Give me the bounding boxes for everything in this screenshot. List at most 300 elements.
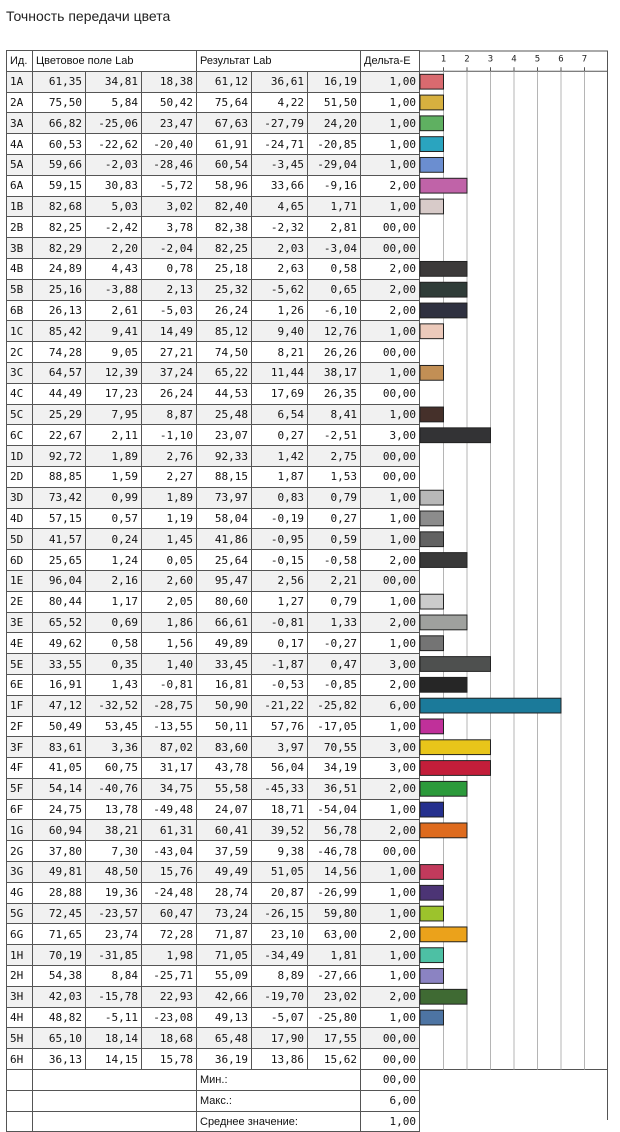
result-lab-value: 23,10 [252,924,308,945]
field-lab-value: -1,10 [142,425,197,446]
field-lab-value: -24,48 [142,882,197,903]
result-lab-value: -19,70 [252,986,308,1007]
field-lab-value: 37,80 [33,841,86,862]
avg-label: Среднее значение: [197,1111,361,1132]
row-id: 4E [7,633,33,654]
result-lab-value: 85,12 [197,321,252,342]
delta-e-value: 1,00 [361,134,420,155]
result-lab-value: 2,63 [252,258,308,279]
table-row [7,342,420,363]
result-lab-value: 36,61 [252,71,308,92]
delta-e-value: 00,00 [361,841,420,862]
result-lab-value: -26,15 [252,903,308,924]
field-lab-value: 0,24 [86,529,142,550]
field-lab-value: 1,19 [142,508,197,529]
bar-6B [420,303,467,318]
result-lab-value: 2,75 [308,446,361,467]
result-lab-value: 36,19 [197,1049,252,1070]
row-id: 3C [7,362,33,383]
result-lab-value: 1,26 [252,300,308,321]
field-lab-value: -3,88 [86,279,142,300]
table-row [7,966,420,987]
footer-row-min [7,1070,420,1091]
delta-e-value: 1,00 [361,154,420,175]
delta-e-value: 1,00 [361,487,420,508]
delta-e-value: 00,00 [361,342,420,363]
table-row [7,882,420,903]
field-lab-value: 34,81 [86,71,142,92]
field-lab-value: 65,10 [33,1028,86,1049]
result-lab-value: 71,87 [197,924,252,945]
field-lab-value: 0,99 [86,487,142,508]
result-lab-value: 17,90 [252,1028,308,1049]
delta-e-value: 2,00 [361,820,420,841]
row-id: 2D [7,466,33,487]
table-row [7,737,420,758]
field-lab-value: 26,13 [33,300,86,321]
field-lab-value: 1,59 [86,466,142,487]
result-lab-value: 41,86 [197,529,252,550]
result-lab-value: 16,81 [197,674,252,695]
footer-empty [7,1111,33,1132]
table-row [7,654,420,675]
field-lab-value: 23,74 [86,924,142,945]
result-lab-value: 59,80 [308,903,361,924]
field-lab-value: 82,25 [33,217,86,238]
result-lab-value: -0,15 [252,550,308,571]
result-lab-value: 42,66 [197,986,252,1007]
delta-e-value: 3,00 [361,654,420,675]
bar-4B [420,261,467,276]
result-lab-value: 65,48 [197,1028,252,1049]
result-lab-value: -3,04 [308,238,361,259]
field-lab-value: 2,20 [86,238,142,259]
field-lab-value: 22,67 [33,425,86,446]
table-row [7,71,420,92]
bar-3C [420,365,444,380]
tick-label: 6 [558,54,564,65]
table-row [7,487,420,508]
avg-value: 1,00 [361,1111,420,1132]
field-lab-value: 65,52 [33,612,86,633]
result-lab-value: 75,64 [197,92,252,113]
table-row [7,633,420,654]
max-value: 6,00 [361,1090,420,1111]
result-lab-value: 49,49 [197,862,252,883]
delta-e-value: 1,00 [361,196,420,217]
field-lab-value: -2,42 [86,217,142,238]
result-lab-value: 25,48 [197,404,252,425]
field-lab-value: -20,40 [142,134,197,155]
field-lab-value: 49,62 [33,633,86,654]
field-lab-value: 1,24 [86,550,142,571]
field-lab-value: 82,29 [33,238,86,259]
field-lab-value: 14,15 [86,1049,142,1070]
table-row [7,279,420,300]
field-lab-value: 9,05 [86,342,142,363]
row-id: 6F [7,799,33,820]
table-row [7,841,420,862]
row-id: 6B [7,300,33,321]
delta-e-value: 3,00 [361,425,420,446]
result-lab-value: 88,15 [197,466,252,487]
field-lab-value: 60,47 [142,903,197,924]
field-lab-value: 31,17 [142,758,197,779]
field-lab-value: 54,14 [33,778,86,799]
result-lab-value: 2,21 [308,570,361,591]
result-lab-value: 60,54 [197,154,252,175]
delta-e-value: 1,00 [361,945,420,966]
result-lab-value: 58,04 [197,508,252,529]
result-lab-value: -1,87 [252,654,308,675]
bar-2E [420,594,444,609]
bar-4H [420,1010,444,1025]
result-lab-value: 73,24 [197,903,252,924]
result-lab-value: 82,25 [197,238,252,259]
delta-e-value: 1,00 [361,862,420,883]
result-lab-value: 2,03 [252,238,308,259]
field-lab-value: 38,21 [86,820,142,841]
table-row [7,466,420,487]
result-lab-value: 8,41 [308,404,361,425]
delta-e-value: 00,00 [361,217,420,238]
table-row [7,529,420,550]
result-lab-value: 57,76 [252,716,308,737]
field-lab-value: 59,66 [33,154,86,175]
delta-e-value: 2,00 [361,674,420,695]
result-lab-value: -20,85 [308,134,361,155]
table-row [7,1007,420,1028]
field-lab-value: 59,15 [33,175,86,196]
result-lab-value: 28,74 [197,882,252,903]
bar-3F [420,740,491,755]
table-row [7,404,420,425]
field-lab-value: 5,03 [86,196,142,217]
result-lab-value: 9,40 [252,321,308,342]
color-accuracy-table [6,50,420,1132]
field-lab-value: 64,57 [33,362,86,383]
delta-e-value: 00,00 [361,1049,420,1070]
field-lab-value: -25,06 [86,113,142,134]
table-row [7,903,420,924]
result-lab-value: -17,05 [308,716,361,737]
field-lab-value: 88,85 [33,466,86,487]
footer-empty [33,1070,197,1091]
result-lab-value: 0,79 [308,591,361,612]
table-row [7,674,420,695]
result-lab-value: -25,80 [308,1007,361,1028]
field-lab-value: 25,29 [33,404,86,425]
field-lab-value: 2,60 [142,570,197,591]
field-lab-value: -2,03 [86,154,142,175]
field-lab-value: 15,78 [142,1049,197,1070]
table-row [7,570,420,591]
row-id: 3G [7,862,33,883]
field-lab-value: 7,95 [86,404,142,425]
field-lab-value: 1,89 [142,487,197,508]
field-lab-value: 8,84 [86,966,142,987]
field-lab-value: 53,45 [86,716,142,737]
table-row [7,778,420,799]
bar-1G [420,823,467,838]
tick-label: 4 [511,54,517,65]
result-lab-value: 16,19 [308,71,361,92]
field-lab-value: 48,50 [86,862,142,883]
row-id: 1B [7,196,33,217]
bar-1H [420,948,444,963]
field-lab-value: 5,84 [86,92,142,113]
table-row [7,986,420,1007]
row-id: 6A [7,175,33,196]
row-id: 6H [7,1049,33,1070]
result-lab-value: -9,16 [308,175,361,196]
bar-3D [420,490,444,505]
result-lab-value: -2,51 [308,425,361,446]
result-lab-value: -0,85 [308,674,361,695]
tick-label: 2 [464,54,470,65]
field-lab-value: 82,68 [33,196,86,217]
result-lab-value: -0,53 [252,674,308,695]
delta-e-value: 3,00 [361,737,420,758]
field-lab-value: 49,81 [33,862,86,883]
field-lab-value: 18,68 [142,1028,197,1049]
table-row [7,820,420,841]
field-lab-value: 41,05 [33,758,86,779]
field-lab-value: 61,35 [33,71,86,92]
field-lab-value: 15,76 [142,862,197,883]
field-lab-value: 3,36 [86,737,142,758]
field-lab-value: 2,05 [142,591,197,612]
result-lab-value: 2,81 [308,217,361,238]
row-id: 5G [7,903,33,924]
bar-2F [420,719,444,734]
row-id: 1C [7,321,33,342]
footer-empty [7,1070,33,1091]
result-lab-value: 80,60 [197,591,252,612]
result-lab-value: 1,71 [308,196,361,217]
result-lab-value: 24,07 [197,799,252,820]
field-lab-value: 96,04 [33,570,86,591]
row-id: 1F [7,695,33,716]
delta-e-value: 00,00 [361,238,420,259]
result-lab-value: -24,71 [252,134,308,155]
field-lab-value: 2,76 [142,446,197,467]
field-lab-value: -13,55 [142,716,197,737]
field-lab-value: 16,91 [33,674,86,695]
delta-e-value: 1,00 [361,591,420,612]
delta-e-value: 1,00 [361,1007,420,1028]
result-lab-value: 56,04 [252,758,308,779]
field-lab-value: 1,86 [142,612,197,633]
bar-3H [420,989,467,1004]
result-lab-value: 82,40 [197,196,252,217]
field-lab-value: 85,42 [33,321,86,342]
table-row [7,799,420,820]
field-lab-value: 42,03 [33,986,86,1007]
row-id: 4F [7,758,33,779]
row-id: 5D [7,529,33,550]
min-value: 00,00 [361,1070,420,1091]
header-field-lab: Цветовое поле Lab [33,51,197,72]
field-lab-value: -15,78 [86,986,142,1007]
result-lab-value: 61,12 [197,71,252,92]
result-lab-value: 61,91 [197,134,252,155]
result-lab-value: -25,82 [308,695,361,716]
footer-row-max [7,1090,420,1111]
field-lab-value: 61,31 [142,820,197,841]
field-lab-value: 60,94 [33,820,86,841]
row-id: 1E [7,570,33,591]
footer-empty [7,1090,33,1111]
result-lab-value: 34,19 [308,758,361,779]
tick-label: 7 [581,54,588,65]
row-id: 5H [7,1028,33,1049]
row-id: 1D [7,446,33,467]
delta-e-value: 00,00 [361,1028,420,1049]
table-row [7,924,420,945]
result-lab-value: -0,19 [252,508,308,529]
result-lab-value: 74,50 [197,342,252,363]
table-row [7,716,420,737]
field-lab-value: 1,89 [86,446,142,467]
tick-label: 3 [487,54,494,65]
result-lab-value: 51,05 [252,862,308,883]
field-lab-value: 1,56 [142,633,197,654]
field-lab-value: 75,50 [33,92,86,113]
result-lab-value: 1,53 [308,466,361,487]
result-lab-value: 73,97 [197,487,252,508]
delta-e-bar-chart [419,50,609,1120]
result-lab-value: 39,52 [252,820,308,841]
field-lab-value: 24,89 [33,258,86,279]
bar-3A [420,116,444,131]
result-lab-value: -27,79 [252,113,308,134]
footer-row-avg [7,1111,420,1132]
result-lab-value: 58,96 [197,175,252,196]
result-lab-value: 49,13 [197,1007,252,1028]
field-lab-value: 60,53 [33,134,86,155]
table-row [7,92,420,113]
table-row [7,550,420,571]
result-lab-value: 0,83 [252,487,308,508]
result-lab-value: 63,00 [308,924,361,945]
result-lab-value: -0,95 [252,529,308,550]
header-id: Ид. [7,51,33,72]
result-lab-value: 26,35 [308,383,361,404]
field-lab-value: 44,49 [33,383,86,404]
result-lab-value: 1,42 [252,446,308,467]
result-lab-value: 17,55 [308,1028,361,1049]
row-id: 2F [7,716,33,737]
bar-4A [420,137,444,152]
row-id: 6C [7,425,33,446]
field-lab-value: 48,82 [33,1007,86,1028]
field-lab-value: 18,38 [142,71,197,92]
field-lab-value: -0,81 [142,674,197,695]
delta-e-value: 1,00 [361,633,420,654]
row-id: 5A [7,154,33,175]
field-lab-value: -5,11 [86,1007,142,1028]
field-lab-value: -22,62 [86,134,142,155]
result-lab-value: 6,54 [252,404,308,425]
table-row [7,591,420,612]
field-lab-value: 0,69 [86,612,142,633]
table-row [7,945,420,966]
field-lab-value: 50,42 [142,92,197,113]
field-lab-value: 12,39 [86,362,142,383]
field-lab-value: -43,04 [142,841,197,862]
row-id: 2H [7,966,33,987]
result-lab-value: 33,45 [197,654,252,675]
result-lab-value: 25,32 [197,279,252,300]
delta-e-value: 2,00 [361,778,420,799]
bar-5F [420,781,467,796]
row-id: 2A [7,92,33,113]
row-id: 2G [7,841,33,862]
field-lab-value: -31,85 [86,945,142,966]
result-lab-value: 92,33 [197,446,252,467]
bar-6D [420,553,467,568]
row-id: 6G [7,924,33,945]
delta-e-value: 1,00 [361,92,420,113]
result-lab-value: 15,62 [308,1049,361,1070]
result-lab-value: 83,60 [197,737,252,758]
field-lab-value: 0,58 [86,633,142,654]
result-lab-value: 0,27 [252,425,308,446]
row-id: 4B [7,258,33,279]
result-lab-value: 2,56 [252,570,308,591]
result-lab-value: 44,53 [197,383,252,404]
row-id: 5F [7,778,33,799]
result-lab-value: 33,66 [252,175,308,196]
delta-e-value: 6,00 [361,695,420,716]
result-lab-value: 23,02 [308,986,361,1007]
max-label: Макс.: [197,1090,361,1111]
table-row [7,446,420,467]
min-label: Мин.: [197,1070,361,1091]
bar-2H [420,969,444,984]
result-lab-value: -45,33 [252,778,308,799]
footer-empty [33,1090,197,1111]
row-id: 1A [7,71,33,92]
row-id: 3E [7,612,33,633]
field-lab-value: 57,15 [33,508,86,529]
result-lab-value: -21,22 [252,695,308,716]
result-lab-value: 13,86 [252,1049,308,1070]
delta-e-value: 00,00 [361,446,420,467]
field-lab-value: 33,55 [33,654,86,675]
field-lab-value: 0,78 [142,258,197,279]
field-lab-value: 0,35 [86,654,142,675]
field-lab-value: 36,13 [33,1049,86,1070]
field-lab-value: -49,48 [142,799,197,820]
field-lab-value: -5,03 [142,300,197,321]
result-lab-value: 0,58 [308,258,361,279]
result-lab-value: 43,78 [197,758,252,779]
result-lab-value: 0,59 [308,529,361,550]
bar-6E [420,677,467,692]
row-id: 6E [7,674,33,695]
result-lab-value: 82,38 [197,217,252,238]
result-lab-value: 51,50 [308,92,361,113]
table-row [7,758,420,779]
field-lab-value: 14,49 [142,321,197,342]
header-result-lab: Результат Lab [197,51,361,72]
row-id: 3A [7,113,33,134]
table-row [7,300,420,321]
row-id: 2B [7,217,33,238]
header-row [7,51,420,72]
